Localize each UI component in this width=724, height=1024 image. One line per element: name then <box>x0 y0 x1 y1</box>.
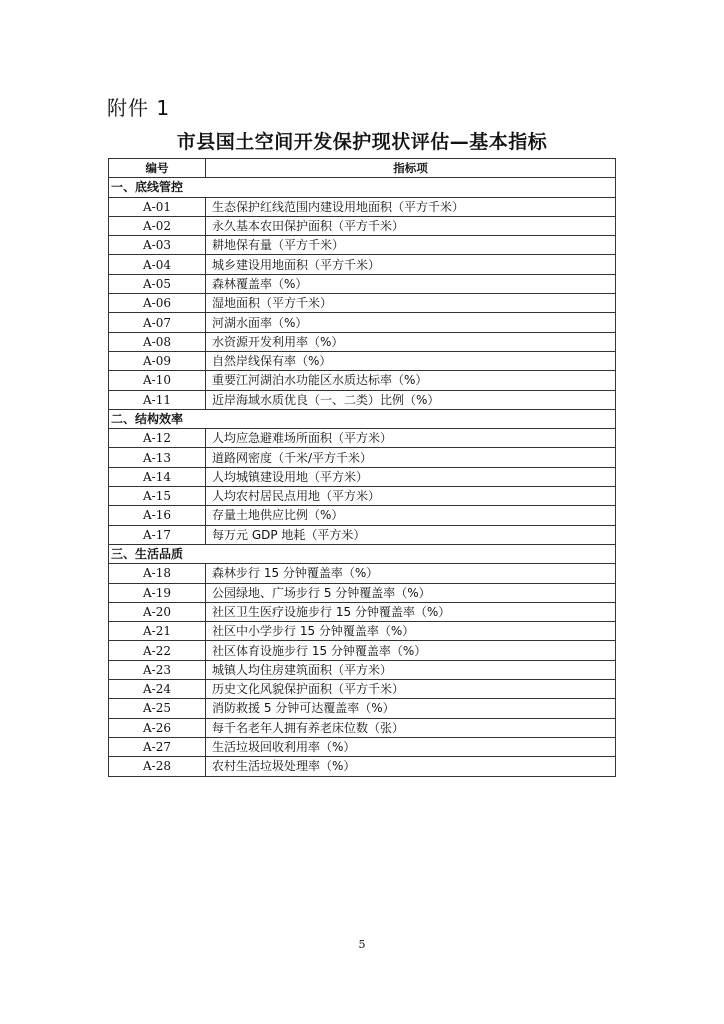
indicator-code: A-26 <box>109 718 206 737</box>
table-row <box>109 429 616 448</box>
indicator-item: 社区卫生医疗设施步行 15 分钟覆盖率（%） <box>206 602 616 621</box>
indicator-code: A-14 <box>109 467 206 486</box>
indicator-code: A-21 <box>109 622 206 641</box>
table-row <box>109 371 616 390</box>
indicator-code: A-28 <box>109 757 206 776</box>
table-row <box>109 236 616 255</box>
indicator-item: 人均城镇建设用地（平方米） <box>206 467 616 486</box>
page-number: 5 <box>358 938 366 951</box>
table-row <box>109 390 616 409</box>
section-title: 二、结构效率 <box>109 409 616 428</box>
indicator-code: A-15 <box>109 487 206 506</box>
table-row <box>109 660 616 679</box>
section-row <box>109 178 616 197</box>
indicator-code: A-24 <box>109 680 206 699</box>
indicator-code: A-20 <box>109 602 206 621</box>
indicator-code: A-25 <box>109 699 206 718</box>
indicator-item: 生活垃圾回收利用率（%） <box>206 737 616 756</box>
indicator-item: 历史文化风貌保护面积（平方千米） <box>206 680 616 699</box>
indicator-item: 城镇人均住房建筑面积（平方米） <box>206 660 616 679</box>
indicator-code: A-27 <box>109 737 206 756</box>
indicator-item: 湿地面积（平方千米） <box>206 294 616 313</box>
indicator-code: A-10 <box>109 371 206 390</box>
section-row <box>109 544 616 563</box>
indicator-item: 农村生活垃圾处理率（%） <box>206 757 616 776</box>
indicator-code: A-04 <box>109 255 206 274</box>
table-row <box>109 718 616 737</box>
indicator-item: 存量土地供应比例（%） <box>206 506 616 525</box>
table-row <box>109 641 616 660</box>
table-row <box>109 216 616 235</box>
indicator-code: A-11 <box>109 390 206 409</box>
indicator-code: A-05 <box>109 274 206 293</box>
table-row <box>109 737 616 756</box>
header-item: 指标项 <box>206 159 616 178</box>
table-row <box>109 448 616 467</box>
table-header-row <box>109 159 616 178</box>
indicator-item: 耕地保有量（平方千米） <box>206 236 616 255</box>
indicator-item: 公园绿地、广场步行 5 分钟覆盖率（%） <box>206 583 616 602</box>
indicator-item: 永久基本农田保护面积（平方千米） <box>206 216 616 235</box>
indicator-item: 社区体育设施步行 15 分钟覆盖率（%） <box>206 641 616 660</box>
indicator-code: A-13 <box>109 448 206 467</box>
table-row <box>109 506 616 525</box>
indicator-item: 森林步行 15 分钟覆盖率（%） <box>206 564 616 583</box>
indicator-code: A-02 <box>109 216 206 235</box>
indicator-code: A-01 <box>109 197 206 216</box>
indicator-code: A-06 <box>109 294 206 313</box>
header-code: 编号 <box>109 159 206 178</box>
indicator-code: A-19 <box>109 583 206 602</box>
document-title: 市县国土空间开发保护现状评估—基本指标 <box>176 131 548 153</box>
indicator-item: 生态保护红线范围内建设用地面积（平方千米） <box>206 197 616 216</box>
indicator-item: 近岸海域水质优良（一、二类）比例（%） <box>206 390 616 409</box>
table-row <box>109 294 616 313</box>
table-row <box>109 487 616 506</box>
table-row <box>109 467 616 486</box>
table-row <box>109 313 616 332</box>
table-row <box>109 622 616 641</box>
indicator-table <box>108 158 616 777</box>
indicator-item: 社区中小学步行 15 分钟覆盖率（%） <box>206 622 616 641</box>
table-row <box>109 680 616 699</box>
table-row <box>109 699 616 718</box>
table-row <box>109 332 616 351</box>
table-row <box>109 197 616 216</box>
indicator-item: 水资源开发利用率（%） <box>206 332 616 351</box>
indicator-item: 城乡建设用地面积（平方千米） <box>206 255 616 274</box>
table-row <box>109 525 616 544</box>
indicator-item: 人均应急避难场所面积（平方米） <box>206 429 616 448</box>
indicator-code: A-17 <box>109 525 206 544</box>
indicator-item: 重要江河湖泊水功能区水质达标率（%） <box>206 371 616 390</box>
indicator-code: A-18 <box>109 564 206 583</box>
indicator-item: 道路网密度（千米/平方千米） <box>206 448 616 467</box>
indicator-item: 消防救援 5 分钟可达覆盖率（%） <box>206 699 616 718</box>
table-row <box>109 583 616 602</box>
indicator-item: 河湖水面率（%） <box>206 313 616 332</box>
indicator-code: A-08 <box>109 332 206 351</box>
indicator-code: A-12 <box>109 429 206 448</box>
indicator-code: A-07 <box>109 313 206 332</box>
indicator-item: 森林覆盖率（%） <box>206 274 616 293</box>
indicator-item: 人均农村居民点用地（平方米） <box>206 487 616 506</box>
indicator-item: 每千名老年人拥有养老床位数（张） <box>206 718 616 737</box>
table-row <box>109 255 616 274</box>
table-row <box>109 602 616 621</box>
indicator-code: A-16 <box>109 506 206 525</box>
attachment-label: 附件 1 <box>107 96 171 120</box>
indicator-code: A-09 <box>109 351 206 370</box>
table-row <box>109 274 616 293</box>
table-row <box>109 757 616 776</box>
indicator-code: A-03 <box>109 236 206 255</box>
indicator-item: 自然岸线保有率（%） <box>206 351 616 370</box>
indicator-item: 每万元 GDP 地耗（平方米） <box>206 525 616 544</box>
table-row <box>109 564 616 583</box>
section-title: 一、底线管控 <box>109 178 616 197</box>
section-title: 三、生活品质 <box>109 544 616 563</box>
section-row <box>109 409 616 428</box>
indicator-code: A-23 <box>109 660 206 679</box>
table-row <box>109 351 616 370</box>
indicator-code: A-22 <box>109 641 206 660</box>
table-body <box>109 178 616 776</box>
